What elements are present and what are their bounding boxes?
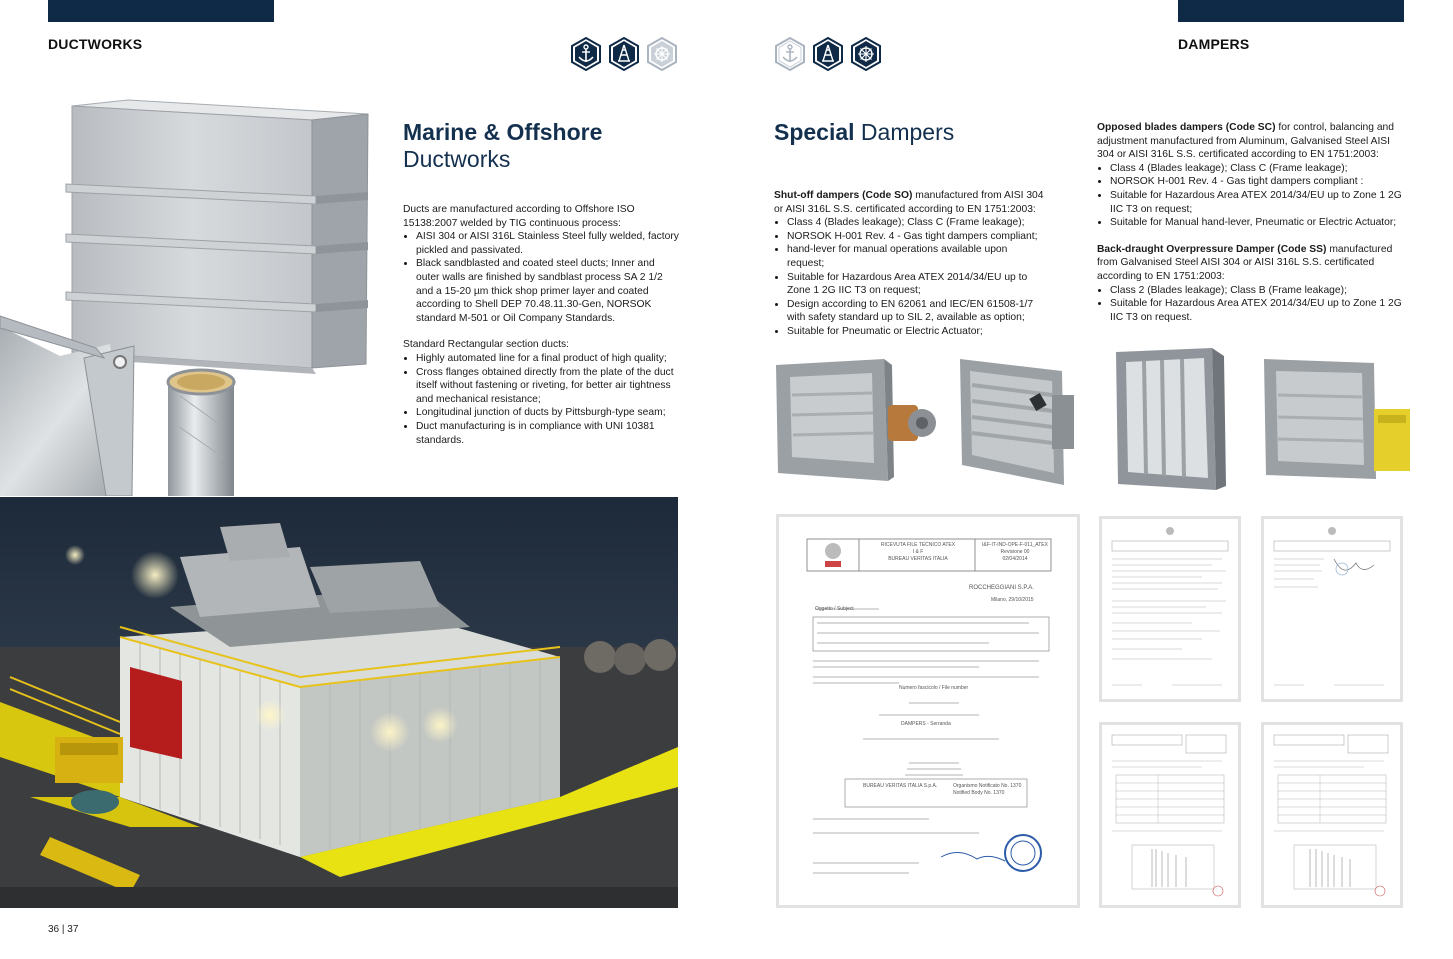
so-paragraph — [774, 189, 1044, 216]
certificate-thumbnail-4 — [1261, 722, 1403, 908]
list-item: • Suitable for Hazardous Area ATEX 2014/34/EU up to Zone 1 2G IIC T3 on request; — [787, 271, 1044, 298]
ship-wheel-icon-dark — [850, 37, 882, 71]
list-item: • Suitable for Hazardous Area ATEX 2014/34/EU up to Zone 1 2G IIC T3 on request; — [1110, 189, 1405, 216]
offshore-rig-icon — [608, 37, 640, 71]
cert-subject-label: Oggetto / Subject — [815, 606, 854, 612]
so-text: manufactured from AISI 304 or AISI 316L S.S. certificated according to EN 1751:2003: — [774, 190, 1044, 215]
page-numbers: 36 | 37 — [48, 924, 79, 935]
certificate-thumbnail-2 — [1261, 516, 1403, 702]
sc-paragraph — [1097, 121, 1405, 162]
heading-regular: Dampers — [854, 119, 955, 145]
left-top-bar — [48, 0, 274, 22]
section-label-ductworks: DUCTWORKS — [48, 36, 143, 52]
ss-bullet-list — [1097, 284, 1405, 325]
list-item: • hand-lever for manual operations available upon request; — [787, 243, 1044, 270]
list-item: • Longitudinal junction of ducts by Pittsburgh-type seam; — [416, 406, 679, 420]
heading-bold: Marine & Offshore — [403, 119, 603, 145]
damper-photo-4 — [1262, 355, 1412, 483]
sc-bullet-list — [1097, 162, 1405, 230]
opposed-blades-text — [1097, 121, 1405, 324]
anchor-icon — [570, 37, 602, 71]
heading-regular: Ductworks — [403, 146, 511, 172]
list-item: • AISI 304 or AISI 316L Stainless Steel fully welded, factory pickled and passivated. — [416, 230, 679, 257]
cert-header-1: RICEVUTA FILE TECNICO ATEX — [880, 542, 956, 548]
damper-photo-2 — [958, 355, 1078, 487]
list-item: • Suitable for Pneumatic or Electric Actuator; — [787, 325, 1044, 339]
ss-title: Back-draught Overpressure Damper (Code SS) — [1097, 243, 1327, 255]
certificate-thumbnail-3 — [1099, 722, 1241, 908]
intro-text: Ducts are manufactured according to Offshore ISO 15138:2007 welded by TIG continuous process: — [403, 204, 635, 229]
shutoff-dampers-text — [774, 189, 1044, 339]
cert-header-3: BUREAU VERITAS ITALIA — [888, 556, 948, 562]
ss-text: manufactured from Galvanised Steel AISI 304 or AISI 316L S.S. certificated according to EN 1751:2003: — [1097, 243, 1393, 282]
offshore-rig-icon-2 — [812, 37, 844, 71]
cert-notified-en: Notified Body No. 1370 — [953, 790, 1005, 796]
list-item: • Suitable for Manual hand-lever, Pneumatic or Electric Actuator; — [1110, 216, 1405, 230]
so-bullet-list — [774, 216, 1044, 338]
cert-place-date: Milano, 29/10/2015 — [991, 597, 1034, 603]
bullet-list-2 — [403, 352, 679, 447]
certificate-thumbnail-1 — [1099, 516, 1241, 702]
section-label-dampers: DAMPERS — [1178, 36, 1250, 52]
cert-company: ROCCHEGGIANI S.P.A. — [969, 585, 1034, 591]
list-item: • Suitable for Hazardous Area ATEX 2014/34/EU up to Zone 1 2G IIC T3 on request. — [1110, 297, 1405, 324]
right-top-bar — [1178, 0, 1404, 22]
list-item: • Duct manufacturing is in compliance with UNI 10381 standards. — [416, 420, 679, 447]
damper-photo-3 — [1112, 346, 1230, 496]
list-item: • Class 2 (Blades leakage); Class B (Frame leakage); — [1110, 284, 1405, 298]
dampers-heading — [774, 119, 954, 146]
heading-bold: Special — [774, 119, 855, 145]
cert-notified: Organismo Notificato No. 1370 — [953, 783, 1022, 789]
damper-photo-1 — [772, 355, 940, 485]
ss-paragraph — [1097, 243, 1405, 284]
cert-file-number-label: Numero fascicolo / File number — [899, 685, 969, 691]
offshore-module-photo — [0, 497, 678, 908]
ship-wheel-icon — [646, 37, 678, 71]
atex-certificate — [776, 514, 1080, 908]
sc-text: for control, balancing and adjustment manufactured from Aluminum, Galvanised Steel AISI 304 or AISI 316L S.S. certificated according to EN 1751:2003: — [1097, 122, 1395, 161]
list-item: • Highly automated line for a final product of high quality; — [416, 352, 679, 366]
so-title: Shut-off dampers (Code SO) — [774, 190, 913, 201]
ductworks-body — [403, 203, 679, 447]
anchor-icon-light — [774, 37, 806, 71]
list-item: • Class 4 (Blades leakage); Class C (Frame leakage); — [787, 216, 1044, 230]
list-item: • NORSOK H-001 Rev. 4 - Gas tight dampers compliant : — [1110, 175, 1405, 189]
bullet-list-1 — [403, 230, 679, 325]
cert-revision: Revisione 00 — [1000, 549, 1030, 555]
list-item: • Class 4 (Blades leakage); Class C (Frame leakage); — [1110, 162, 1405, 176]
list-item: • NORSOK H-001 Rev. 4 - Gas tight dampers compliant; — [787, 230, 1044, 244]
cert-ref: I&F-IT-IND-OPE-F-011_ATEX — [982, 542, 1048, 548]
sc-title: Opposed blades dampers (Code SC) — [1097, 122, 1276, 133]
ductworks-heading — [403, 119, 602, 173]
cert-header-2: I & F — [912, 549, 924, 555]
stainless-duct-photo — [0, 96, 378, 496]
cert-bv-name: BUREAU VERITAS ITALIA S.p.A. — [863, 783, 938, 789]
list-item: • Black sandblasted and coated steel ducts; Inner and outer walls are finished by sandblast process SA 2 1/2 and a 15-20 µm thick shop primer layer and coated according to Shell DEP 70.48.11.30-Gen, NORSOK standard M-501 or Oil Company Standards. — [416, 257, 679, 325]
cert-product: DAMPERS - Serranda — [901, 721, 951, 727]
list-item: • Design according to EN 62061 and IEC/EN 61508-1/7 with safety standard up to SIL 2, available as option; — [787, 298, 1044, 325]
intro-text-2: Standard Rectangular section ducts: — [403, 339, 569, 351]
cert-date: 02/04/2014 — [1002, 556, 1028, 562]
list-item: • Cross flanges obtained directly from the plate of the duct itself without fastening or riveting, for better air tightness and mechanical resistance; — [416, 366, 679, 407]
